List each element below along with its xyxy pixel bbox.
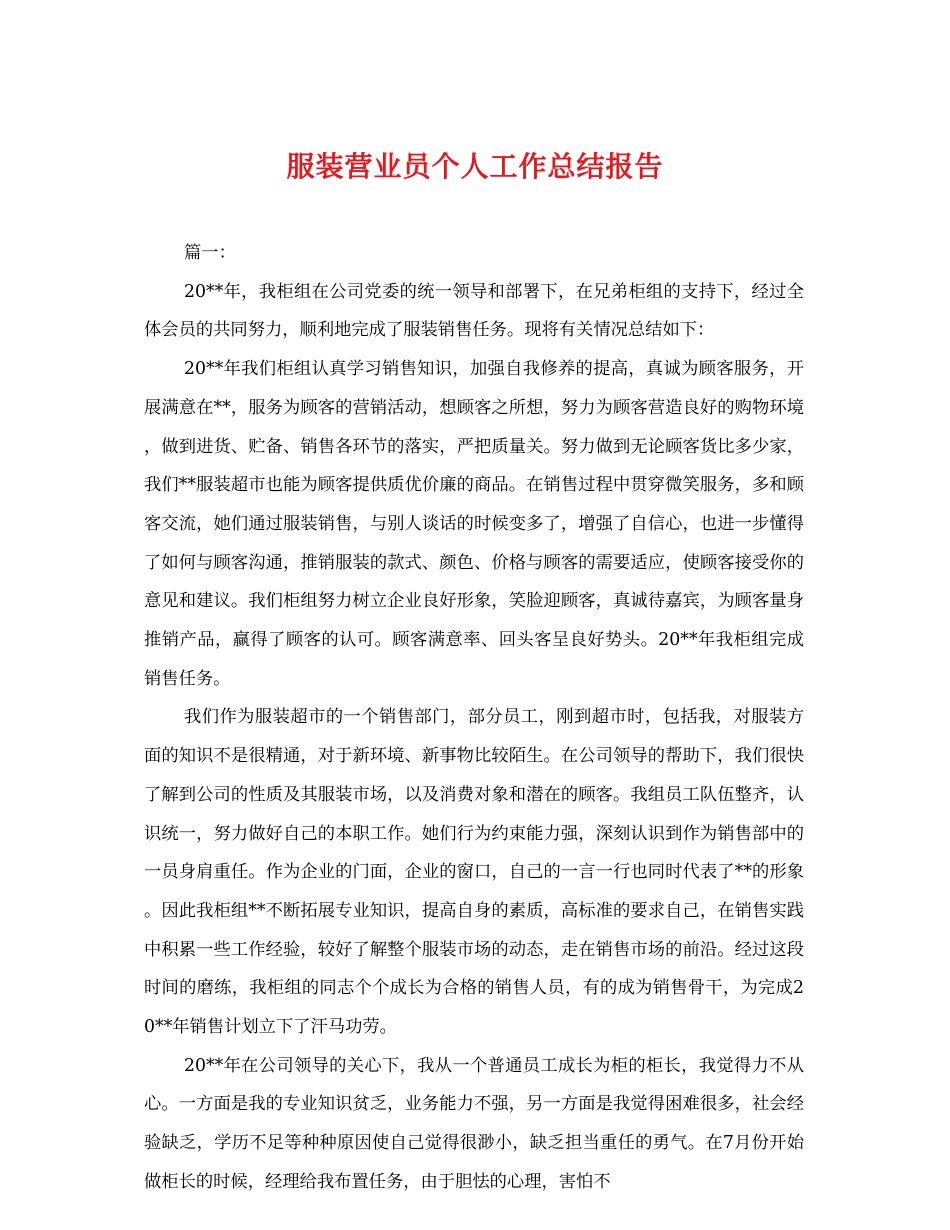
document-body	[144, 234, 804, 1202]
paragraph-2: 20**年我们柜组认真学习销售知识，加强自我修养的提高，真诚为顾客服务，开展满意在**，服务为顾客的营销活动，想顾客之所想，努力为顾客营造良好的购物环境，做到进货、贮备、销售各环节的落实，严把质量关。努力做到无论顾客货比多少家，我们**服装超市也能为顾客提供质优价廉的商品。在销售过程中贯穿微笑服务，多和顾客交流，她们通过服装销售，与别人谈话的时候变多了，增强了自信心，也进一步懂得了如何与顾客沟通，推销服装的款式、颜色、价格与顾客的需要适应，使顾客接受你的意见和建议。我们柜组努力树立企业良好形象，笑脸迎顾客，真诚待嘉宾，为顾客量身推销产品，赢得了顾客的认可。顾客满意率、回头客呈良好势头。20**年我柜组完成销售任务。	[144, 359, 804, 689]
paragraph-1: 20**年，我柜组在公司党委的统一领导和部署下，在兄弟柜组的支持下，经过全体会员的共同努力，顺利地完成了服装销售任务。现将有关情况总结如下：	[144, 281, 804, 341]
section-label: 篇一：	[184, 243, 236, 263]
paragraph-4: 20**年在公司领导的关心下，我从一个普通员工成长为柜的柜长，我觉得力不从心。一方面是我的专业知识贫乏，业务能力不强，另一方面是我觉得困难很多，社会经验缺乏，学历不足等种种原因使自己觉得很渺小，缺乏担当重任的勇气。在7月份开始做柜长的时候，经理给我布置任务，由于胆怯的心理，害怕不	[144, 1055, 804, 1192]
document-title: 服装营业员个人工作总结报告	[286, 149, 664, 183]
paragraph-3: 我们作为服装超市的一个销售部门，部分员工，刚到超市时，包括我，对服装方面的知识不是很精通，对于新环境、新事物比较陌生。在公司领导的帮助下，我们很快了解到公司的性质及其服装市场，以及消费对象和潜在的顾客。我组员工队伍整齐，认识统一，努力做好自己的本职工作。她们行为约束能力强，深刻认识到作为销售部中的一员身肩重任。作为企业的门面，企业的窗口，自己的一言一行也同时代表了**的形象。因此我柜组**不断拓展专业知识，提高自身的素质，高标准的要求自己，在销售实践中积累一些工作经验，较好了解整个服装市场的动态，走在销售市场的前沿。经过这段时间的磨练，我柜组的同志个个成长为合格的销售人员，有的成为销售骨干，为完成20**年销售计划立下了汗马功劳。	[144, 707, 804, 1038]
